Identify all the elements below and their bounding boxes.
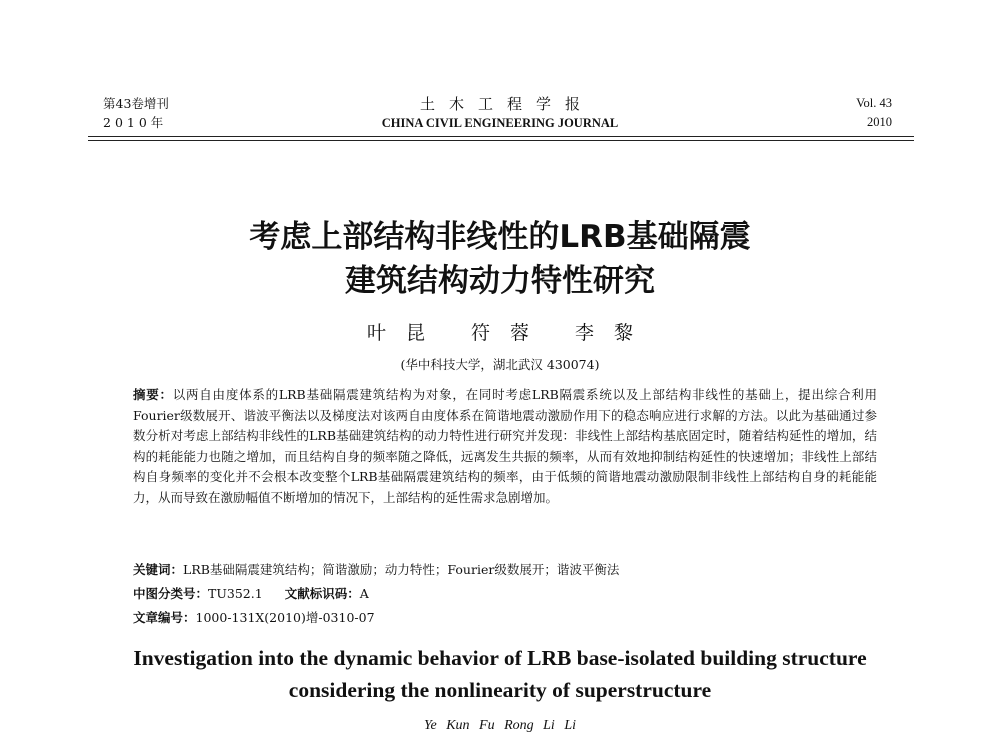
paper-title-cn — [100, 215, 900, 303]
classification-line — [133, 584, 369, 604]
abstract-cn — [133, 385, 877, 509]
abstract-label: 摘要： — [133, 387, 173, 402]
volume-cn: 第43卷增刊 — [103, 96, 169, 111]
header-volume-block — [103, 94, 169, 132]
journal-title-en: CHINA CIVIL ENGINEERING JOURNAL — [381, 116, 619, 130]
keywords-text: LRB基础隔震建筑结构；简谐激励；动力特性；Fourier级数展开；谐波平衡法 — [183, 562, 620, 577]
article-no-label: 文章编号： — [133, 610, 196, 625]
keywords-label: 关键词： — [133, 562, 184, 577]
authors-cn: 叶昆 符蓉 李黎 — [366, 322, 654, 344]
header-rule-bottom — [88, 140, 914, 141]
clc-value: TU352.1 — [208, 586, 263, 601]
header-rule-top — [88, 136, 914, 137]
volume-en: Vol. 43 — [856, 96, 892, 110]
article-number-line — [133, 608, 375, 628]
year-cn: 2010年 — [103, 115, 168, 130]
journal-title-cn: 土木工程学报 — [419, 95, 594, 113]
abstract-text: 以两自由度体系的LRB基础隔震建筑结构为对象，在同时考虑LRB隔震系统以及上部结构非线性的基础上，提出综合利用Fourier级数展开、谐波平衡法以及梯度法对该两自由度体系在简谐地震动激励作用下的稳态响应进行求解的方法。以此为基础通过参数分析对考虑上部结构非线性的LRB基础建筑结构的动力特性进行研究并发现：非线性上部结构基底固定时，随着结构延性的增加，结构的耗能能力也随之增加，而且结构自身的频率随之降低，远离发生共振的频率，从而有效地抑制结构延性的快速增加；非线性上部结构自身频率的变化并不会根本改变整个LRB基础隔震建筑结构的频率，由于低频的简谐地震动激励限制非线性上部结构自身的耗能能力，从而导致在激励幅值不断增加的情况下，上部结构的延性需求急剧增加。 — [133, 387, 877, 505]
journal-header — [300, 94, 700, 132]
paper-title-en — [60, 642, 940, 706]
doc-code-value: A — [359, 586, 369, 601]
article-no-value: 1000-131X(2010)增-0310-07 — [195, 610, 375, 625]
year-en: 2010 — [867, 115, 892, 129]
doc-code-label: 文献标识码： — [284, 586, 360, 601]
header-vol-en-block — [856, 94, 892, 132]
authors-en: Ye Kun Fu Rong Li Li — [423, 718, 576, 733]
keywords-cn — [133, 560, 619, 580]
paper-title-en-line1: Investigation into the dynamic behavior of LRB base-isolated building structure — [133, 646, 867, 670]
paper-title-cn-line2: 建筑结构动力特性研究 — [345, 263, 655, 299]
paper-title-cn-line1: 考虑上部结构非线性的LRB基础隔震 — [249, 219, 751, 255]
paper-title-en-line2: considering the nonlinearity of superstructure — [288, 678, 712, 702]
clc-label: 中图分类号： — [133, 586, 209, 601]
affiliation-cn: (华中科技大学，湖北武汉 430074) — [400, 357, 600, 372]
